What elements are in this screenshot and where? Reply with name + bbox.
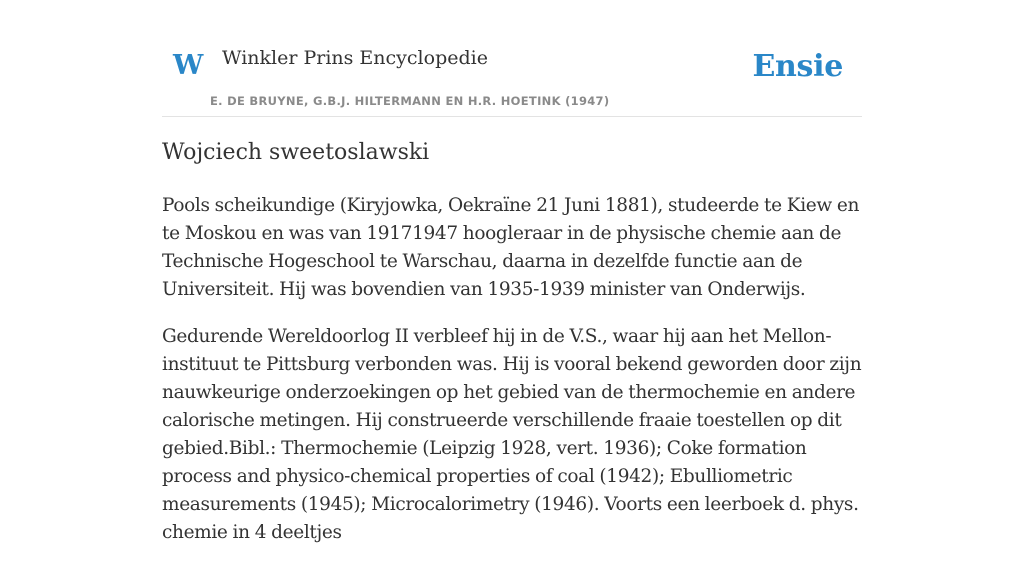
article-paragraph-1: Pools scheikundige (Kiryjowka, Oekraïne 21 Juni 1881), studeerde te Kiew en te Moskou en was van 19171947 hoogleraar in de physische chemie aan de Technische Hogeschool te Warschau, daarna in dezelfde functie aan de Universiteit. Hij was bovendien van 1935-1939 minister van Onderwijs.: [162, 195, 860, 300]
authors-byline: E. DE BRUYNE, G.B.J. HILTERMANN EN H.R. HOETINK (1947): [210, 94, 610, 108]
article-body: [162, 192, 862, 566]
logo-w-icon[interactable]: W: [173, 50, 204, 81]
ensie-logo[interactable]: Ensie: [752, 49, 843, 84]
site-header: [162, 0, 862, 117]
site-title[interactable]: Winkler Prins Encyclopedie: [222, 47, 488, 69]
article-title: Wojciech sweetoslawski: [162, 140, 430, 165]
article-paragraph-2: Gedurende Wereldoorlog II verbleef hij in de V.S., waar hij aan het Mellon-instituut te Pittsburg verbonden was. Hij is vooral bekend geworden door zijn nauwkeurige onderzoekingen op het gebied van de thermochemie en andere calorische metingen. Hij construeerde verschillende fraaie toestellen op dit gebied.Bibl.: Thermochemie (Leipzig 1928, vert. 1936); Coke formation process and physico-chemical properties of coal (1942); Ebulliometric measurements (1945); Microcalorimetry (1946). Voorts een leerboek d. phys. chemie in 4 deeltjes: [162, 326, 862, 543]
